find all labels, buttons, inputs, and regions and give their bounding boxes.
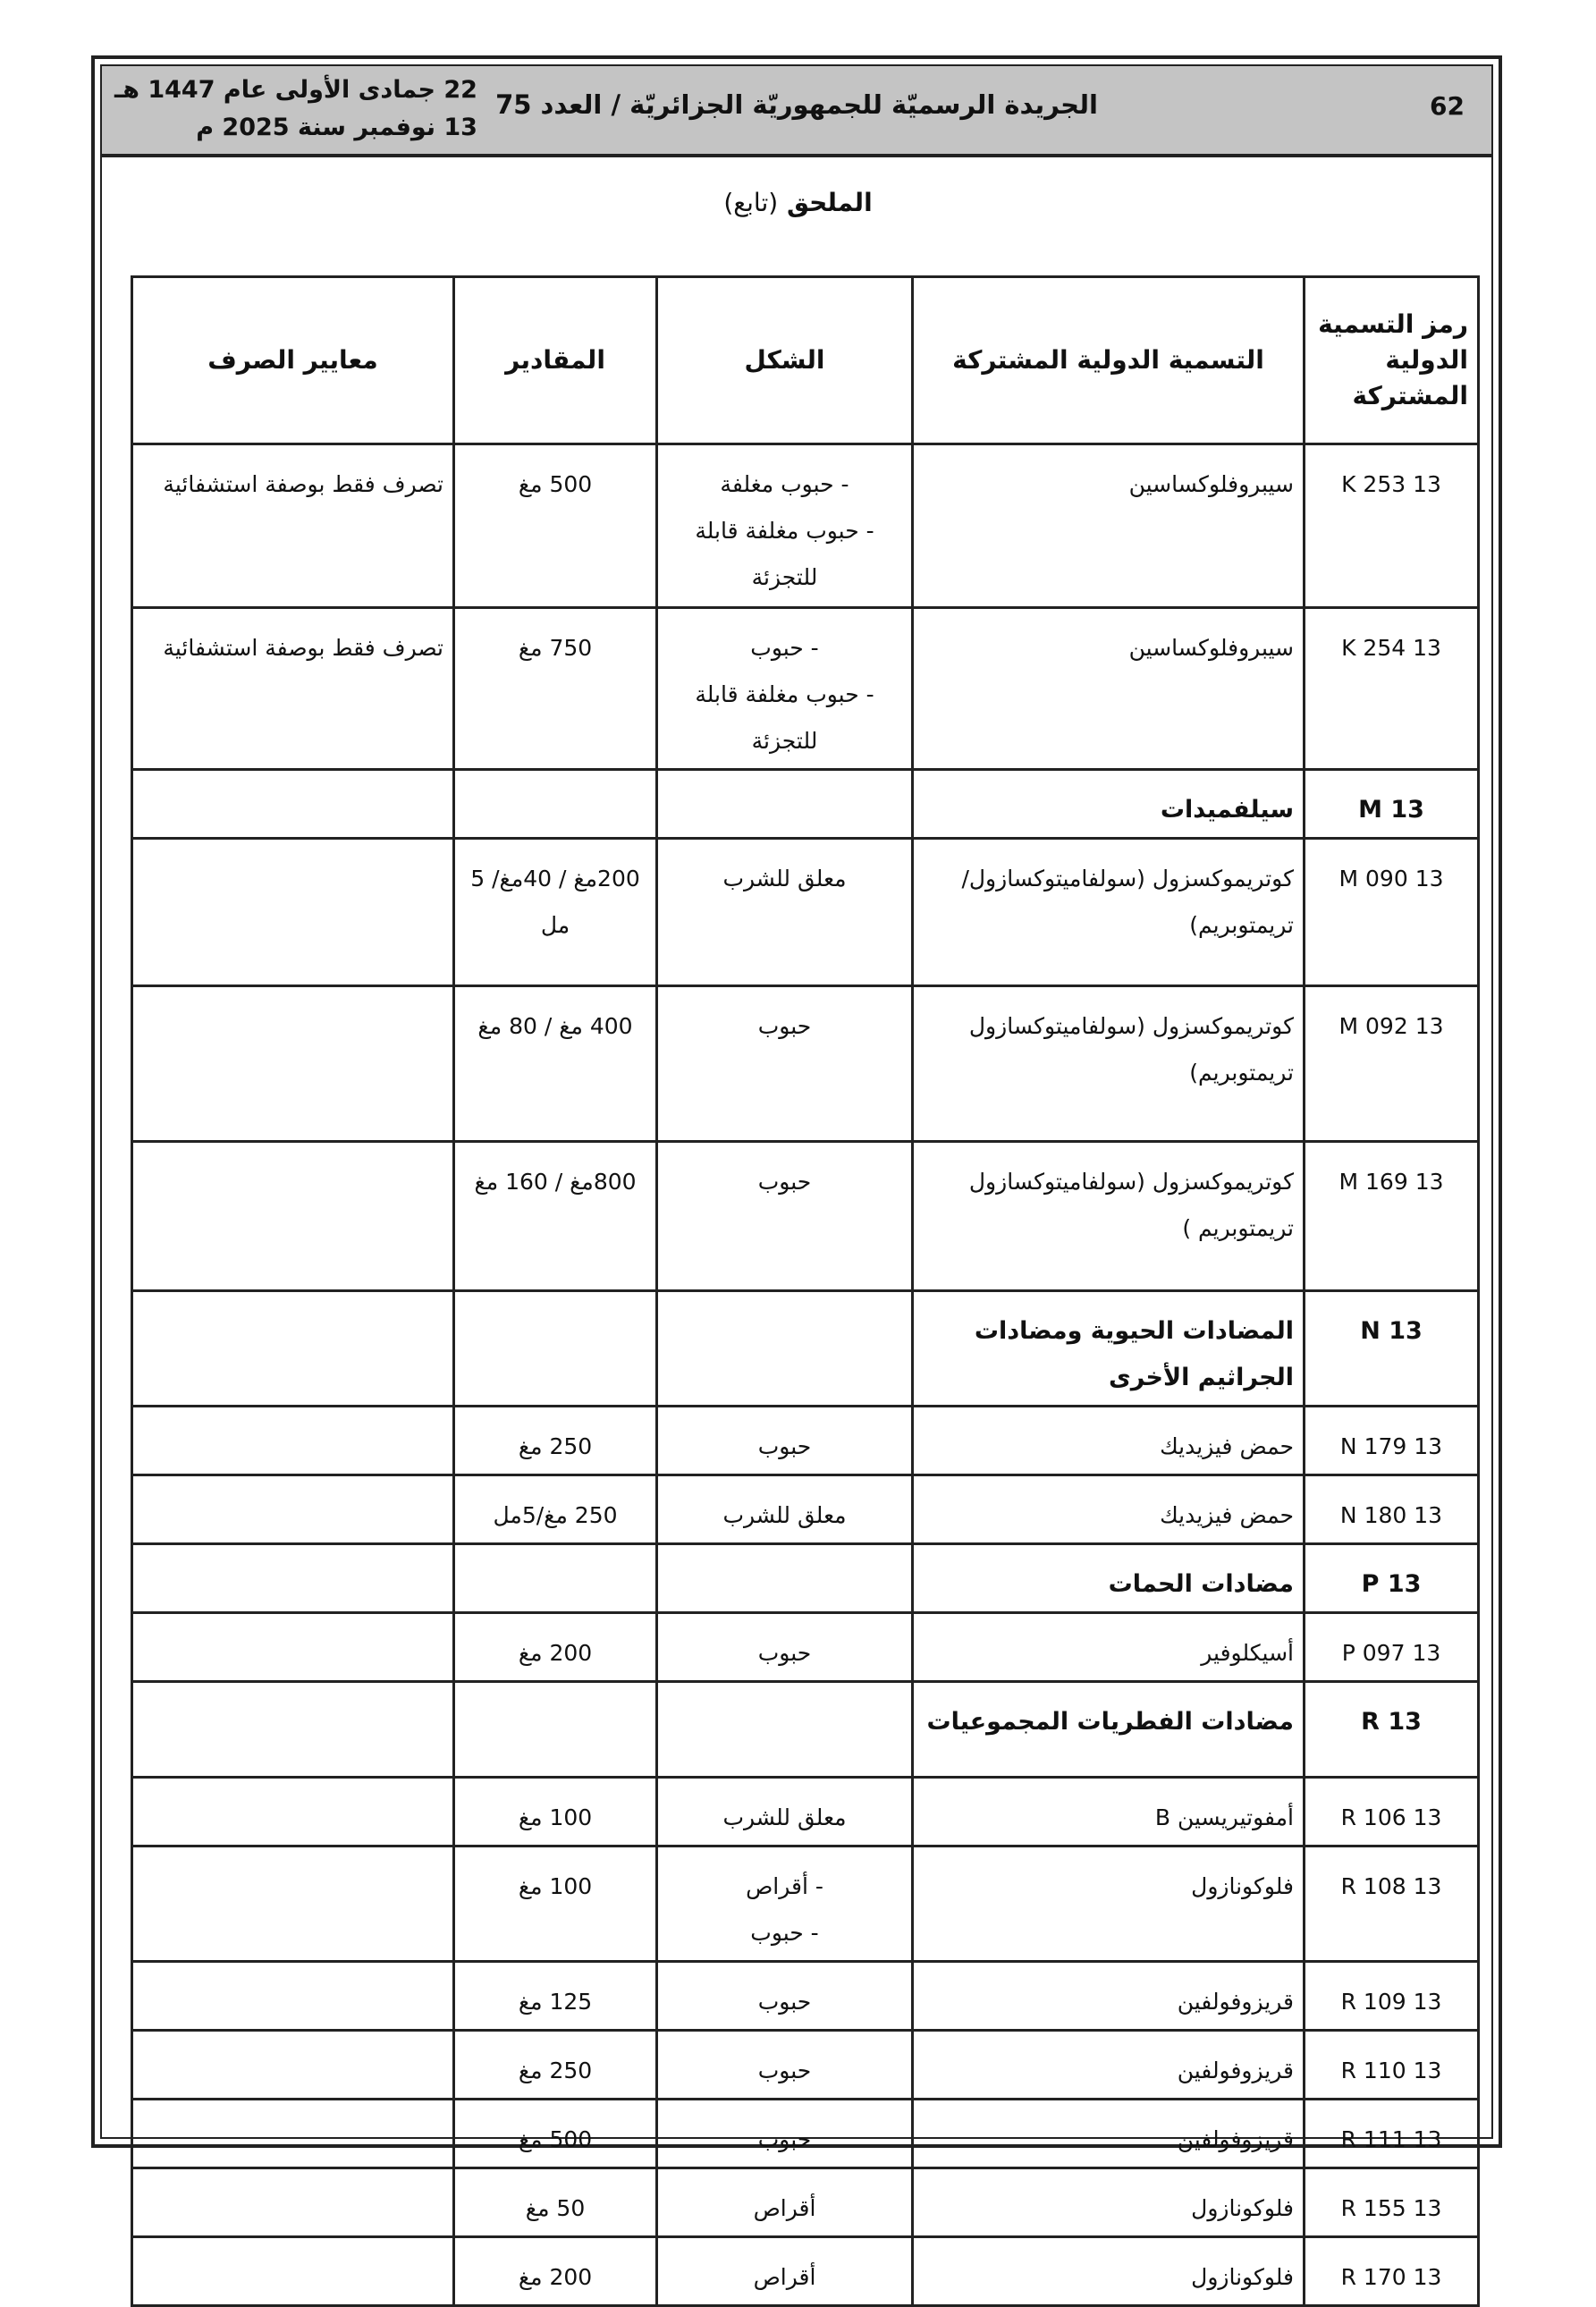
column-header-code: رمز التسمية الدولية المشتركة	[1305, 277, 1479, 444]
cell-criteria	[132, 2168, 454, 2237]
cell-form: - حبوب مغلفة - حبوب مغلفة قابلة للتجزئة	[657, 444, 913, 608]
table-row	[132, 444, 1479, 608]
cell-name: مضادات الحمات	[913, 1544, 1305, 1613]
cell-code: 13 M 090	[1305, 839, 1479, 986]
cell-code: 13 N 180	[1305, 1475, 1479, 1544]
cell-code: 13 N	[1305, 1291, 1479, 1407]
cell-dose: 50 مغ	[454, 2168, 657, 2237]
cell-name: فلوكونازول	[913, 1846, 1305, 1962]
cell-form: حبوب	[657, 986, 913, 1142]
table-row	[132, 1613, 1479, 1682]
cell-criteria	[132, 986, 454, 1142]
cell-code: 13 P	[1305, 1544, 1479, 1613]
cell-criteria	[132, 1544, 454, 1613]
column-header-dose: المقادير	[454, 277, 657, 444]
table-row	[132, 986, 1479, 1142]
table-row	[132, 2168, 1479, 2237]
table-row	[132, 839, 1479, 986]
cell-dose: 100 مغ	[454, 1778, 657, 1846]
date-gregorian: 13 نوفمبر سنة 2025 م	[196, 114, 477, 141]
drug-table	[131, 275, 1480, 2307]
cell-form: معلق للشرب	[657, 1475, 913, 1544]
cell-form	[657, 1291, 913, 1407]
cell-dose	[454, 1544, 657, 1613]
cell-form	[657, 1544, 913, 1613]
cell-form: - حبوب - حبوب مغلفة قابلة للتجزئة	[657, 608, 913, 770]
cell-criteria	[132, 2237, 454, 2306]
section-row	[132, 1291, 1479, 1407]
table-row	[132, 1778, 1479, 1846]
cell-criteria	[132, 770, 454, 839]
cell-dose: 200 مغ	[454, 1613, 657, 1682]
annex-title-suffix: (تابع)	[723, 188, 779, 217]
cell-dose: 125 مغ	[454, 1962, 657, 2031]
gazette-title: الجريدة الرسميّة للجمهوريّة الجزائريّة / العدد 75	[495, 89, 1098, 120]
cell-dose	[454, 1682, 657, 1778]
cell-dose: 200 مغ	[454, 2237, 657, 2306]
cell-form	[657, 770, 913, 839]
cell-name: مضادات الفطريات المجموعيات	[913, 1682, 1305, 1778]
cell-criteria	[132, 2031, 454, 2100]
cell-code: 13 R 106	[1305, 1778, 1479, 1846]
cell-code: 13 N 179	[1305, 1407, 1479, 1475]
annex-title-text: الملحق	[786, 188, 873, 217]
table-row	[132, 608, 1479, 770]
table-row	[132, 2237, 1479, 2306]
table-row	[132, 1846, 1479, 1962]
cell-code: 13 R 111	[1305, 2100, 1479, 2168]
cell-name: كوتريموكسزول (سولفاميتوكسازول تريمتوبريم)	[913, 986, 1305, 1142]
cell-dose: 250 مغ	[454, 1407, 657, 1475]
table-header-row	[132, 277, 1479, 444]
cell-form	[657, 1682, 913, 1778]
cell-form: حبوب	[657, 2031, 913, 2100]
cell-criteria	[132, 1475, 454, 1544]
cell-form: معلق للشرب	[657, 1778, 913, 1846]
cell-dose: 500 مغ	[454, 444, 657, 608]
cell-name: قريزوفولفين	[913, 2031, 1305, 2100]
cell-dose: 100 مغ	[454, 1846, 657, 1962]
cell-code: 13 M 169	[1305, 1142, 1479, 1291]
table-row	[132, 2031, 1479, 2100]
cell-dose: 750 مغ	[454, 608, 657, 770]
section-row	[132, 1682, 1479, 1778]
cell-code: 13 P 097	[1305, 1613, 1479, 1682]
cell-criteria	[132, 1142, 454, 1291]
cell-name: فلوكونازول	[913, 2168, 1305, 2237]
cell-dose: 250 مغ/5مل	[454, 1475, 657, 1544]
cell-criteria	[132, 1846, 454, 1962]
table-body	[132, 444, 1479, 2306]
table-row	[132, 1475, 1479, 1544]
section-row	[132, 1544, 1479, 1613]
cell-name: سيبروفلوكساسين	[913, 608, 1305, 770]
cell-dose: 400 مغ / 80 مغ	[454, 986, 657, 1142]
cell-criteria	[132, 2100, 454, 2168]
cell-code: 13 R	[1305, 1682, 1479, 1778]
cell-criteria	[132, 1778, 454, 1846]
cell-name: قريزوفولفين	[913, 1962, 1305, 2031]
cell-form: - أقراص - حبوب	[657, 1846, 913, 1962]
cell-form: معلق للشرب	[657, 839, 913, 986]
cell-name: قريزوفولفين	[913, 2100, 1305, 2168]
cell-form: حبوب	[657, 1962, 913, 2031]
cell-form: حبوب	[657, 1613, 913, 1682]
cell-code: 13 R 110	[1305, 2031, 1479, 2100]
cell-dose: 500 مغ	[454, 2100, 657, 2168]
column-header-name: التسمية الدولية المشتركة	[913, 277, 1305, 444]
cell-code: 13 R 108	[1305, 1846, 1479, 1962]
gazette-header	[102, 66, 1491, 157]
cell-code: 13 R 155	[1305, 2168, 1479, 2237]
cell-form: أقراص	[657, 2237, 913, 2306]
cell-name: أسيكلوفير	[913, 1613, 1305, 1682]
cell-code: 13 K 254	[1305, 608, 1479, 770]
date-hijri: 22 جمادى الأولى عام 1447 هـ	[114, 76, 477, 104]
cell-code: 13 K 253	[1305, 444, 1479, 608]
cell-code: 13 M 092	[1305, 986, 1479, 1142]
cell-form: حبوب	[657, 2100, 913, 2168]
cell-dose: 250 مغ	[454, 2031, 657, 2100]
annex-title	[0, 188, 1596, 217]
cell-code: 13 M	[1305, 770, 1479, 839]
cell-name: كوتريموكسزول (سولفاميتوكسازول/ تريمتوبريم)	[913, 839, 1305, 986]
column-header-form: الشكل	[657, 277, 913, 444]
cell-name: حمض فيزيديك	[913, 1407, 1305, 1475]
cell-name: فلوكونازول	[913, 2237, 1305, 2306]
cell-form: أقراص	[657, 2168, 913, 2237]
cell-criteria: تصرف فقط بوصفة استشفائية	[132, 608, 454, 770]
cell-name: كوتريموكسزول (سولفاميتوكسازول تريمتوبريم )	[913, 1142, 1305, 1291]
cell-criteria	[132, 1407, 454, 1475]
cell-name: حمض فيزيديك	[913, 1475, 1305, 1544]
cell-dose: 800مغ / 160 مغ	[454, 1142, 657, 1291]
cell-dose	[454, 770, 657, 839]
table-row	[132, 2100, 1479, 2168]
cell-name: سيلفميدات	[913, 770, 1305, 839]
cell-name: أمفوتيريسين B	[913, 1778, 1305, 1846]
cell-criteria: تصرف فقط بوصفة استشفائية	[132, 444, 454, 608]
cell-form: حبوب	[657, 1407, 913, 1475]
table-row	[132, 1962, 1479, 2031]
cell-dose	[454, 1291, 657, 1407]
issue-date	[114, 72, 477, 147]
table-row	[132, 1407, 1479, 1475]
cell-criteria	[132, 1613, 454, 1682]
cell-name: المضادات الحيوية ومضادات الجراثيم الأخرى	[913, 1291, 1305, 1407]
column-header-criteria: معايير الصرف	[132, 277, 454, 444]
cell-form: حبوب	[657, 1142, 913, 1291]
cell-criteria	[132, 839, 454, 986]
table-row	[132, 1142, 1479, 1291]
cell-name: سيبروفلوكساسين	[913, 444, 1305, 608]
page-number: 62	[1430, 91, 1465, 121]
cell-criteria	[132, 1682, 454, 1778]
cell-criteria	[132, 1962, 454, 2031]
cell-dose: 200مغ / 40مغ/ 5 مل	[454, 839, 657, 986]
cell-code: 13 R 109	[1305, 1962, 1479, 2031]
section-row	[132, 770, 1479, 839]
cell-code: 13 R 170	[1305, 2237, 1479, 2306]
cell-criteria	[132, 1291, 454, 1407]
